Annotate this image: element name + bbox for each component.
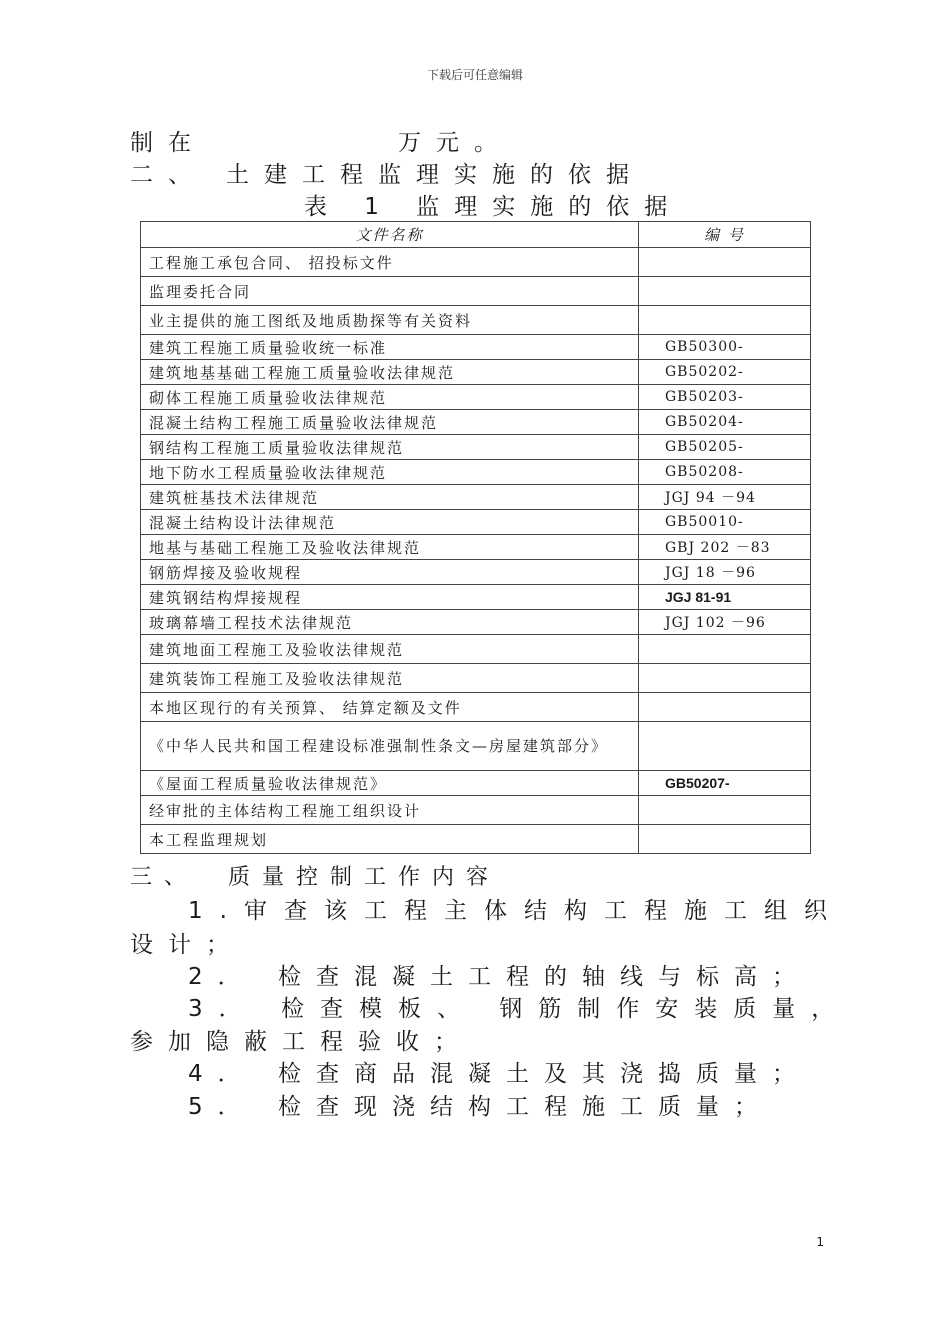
cell-name: 建筑桩基技术法律规范 — [141, 485, 639, 510]
cell-name: 经审批的主体结构工程施工组织设计 — [141, 796, 639, 825]
cell-name: 业主提供的施工图纸及地质勘探等有关资料 — [141, 306, 639, 335]
table-row — [141, 722, 811, 771]
table-row — [141, 610, 811, 635]
table-row — [141, 535, 811, 560]
cell-name: 建筑地面工程施工及验收法律规范 — [141, 635, 639, 664]
section-3-title: 质量控制工作内容 — [228, 865, 501, 890]
table-row — [141, 693, 811, 722]
cell-code: GB50205- — [639, 435, 811, 460]
table-row — [141, 360, 811, 385]
cell-name: 钢结构工程施工质量验收法律规范 — [141, 435, 639, 460]
cell-code: GB50300- — [639, 335, 811, 360]
cell-name: 地基与基础工程施工及验收法律规范 — [141, 535, 639, 560]
cell-name: 地下防水工程质量验收法律规范 — [141, 460, 639, 485]
cell-name: 本地区现行的有关预算、 结算定额及文件 — [141, 693, 639, 722]
cell-code: JGJ 94 －94 — [639, 485, 811, 510]
page-header: 下载后可任意编辑 — [426, 68, 523, 82]
section-2-title: 土建工程监理实施的依据 — [226, 162, 644, 188]
cell-code — [639, 635, 811, 664]
text-line-top-left: 制在 — [130, 130, 206, 156]
cell-name: 监理委托合同 — [141, 277, 639, 306]
table-row — [141, 435, 811, 460]
list-item-5: 5． 检查现浇结构工程施工质量； — [188, 1094, 772, 1120]
list-item-3-continuation: 参加隐蔽工程验收； — [130, 1029, 472, 1055]
list-item-4: 4． 检查商品混凝土及其浇捣质量； — [188, 1061, 810, 1087]
table-row — [141, 385, 811, 410]
table-row — [141, 635, 811, 664]
table-row — [141, 560, 811, 585]
cell-name: 混凝土结构设计法律规范 — [141, 510, 639, 535]
cell-name: 《屋面工程质量验收法律规范》 — [141, 771, 639, 796]
list-item-2: 2． 检查混凝土工程的轴线与标高； — [188, 964, 810, 990]
cell-code — [639, 825, 811, 854]
cell-code — [639, 796, 811, 825]
table-row — [141, 585, 811, 610]
table-row — [141, 306, 811, 335]
list-item-1: 1.审查该工程主体结构工程施工组织 — [188, 898, 844, 924]
cell-code — [639, 664, 811, 693]
table-row — [141, 410, 811, 435]
cell-name: 砌体工程施工质量验收法律规范 — [141, 385, 639, 410]
cell-name: 建筑钢结构焊接规程 — [141, 585, 639, 610]
cell-code — [639, 693, 811, 722]
basis-table — [140, 221, 811, 854]
cell-code: GBJ 202 －83 — [639, 535, 811, 560]
table-caption: 表 1 监理实施的依据 — [304, 194, 683, 220]
cell-name: 建筑装饰工程施工及验收法律规范 — [141, 664, 639, 693]
section-2-number: 二、 — [130, 162, 206, 188]
cell-code: GB50010- — [639, 510, 811, 535]
cell-code: GB50207- — [639, 771, 811, 796]
cell-code: JGJ 102 －96 — [639, 610, 811, 635]
cell-code — [639, 277, 811, 306]
cell-name: 玻璃幕墙工程技术法律规范 — [141, 610, 639, 635]
cell-code: GB50204- — [639, 410, 811, 435]
section-3-number: 三、 — [130, 865, 199, 890]
table-row — [141, 771, 811, 796]
cell-name: 建筑地基基础工程施工质量验收法律规范 — [141, 360, 639, 385]
table-row — [141, 485, 811, 510]
table-row — [141, 825, 811, 854]
table-row — [141, 335, 811, 360]
table-row — [141, 277, 811, 306]
list-item-3: 3． 检查模板、 钢筋制作安装质量， — [188, 996, 851, 1022]
table-row — [141, 460, 811, 485]
cell-code: JGJ 18 －96 — [639, 560, 811, 585]
cell-code — [639, 306, 811, 335]
list-item-1-continuation: 设计； — [130, 932, 244, 958]
table-row — [141, 248, 811, 277]
cell-code: GB50208- — [639, 460, 811, 485]
cell-name: 钢筋焊接及验收规程 — [141, 560, 639, 585]
cell-name: 工程施工承包合同、 招投标文件 — [141, 248, 639, 277]
table-row — [141, 664, 811, 693]
cell-name: 混凝土结构工程施工质量验收法律规范 — [141, 410, 639, 435]
cell-name: 《中华人民共和国工程建设标准强制性条文—房屋建筑部分》 — [141, 722, 639, 771]
cell-code: GB50202- — [639, 360, 811, 385]
cell-name: 建筑工程施工质量验收统一标准 — [141, 335, 639, 360]
cell-code: GB50203- — [639, 385, 811, 410]
column-header-name: 文件名称 — [141, 222, 639, 248]
table-row — [141, 510, 811, 535]
page-number: 1 — [816, 1235, 824, 1249]
cell-name: 本工程监理规划 — [141, 825, 639, 854]
cell-code — [639, 248, 811, 277]
cell-code — [639, 722, 811, 771]
text-line-top-right: 万元。 — [398, 130, 512, 156]
column-header-code: 编 号 — [639, 222, 811, 248]
cell-code: JGJ 81-91 — [639, 585, 811, 610]
table-row — [141, 796, 811, 825]
